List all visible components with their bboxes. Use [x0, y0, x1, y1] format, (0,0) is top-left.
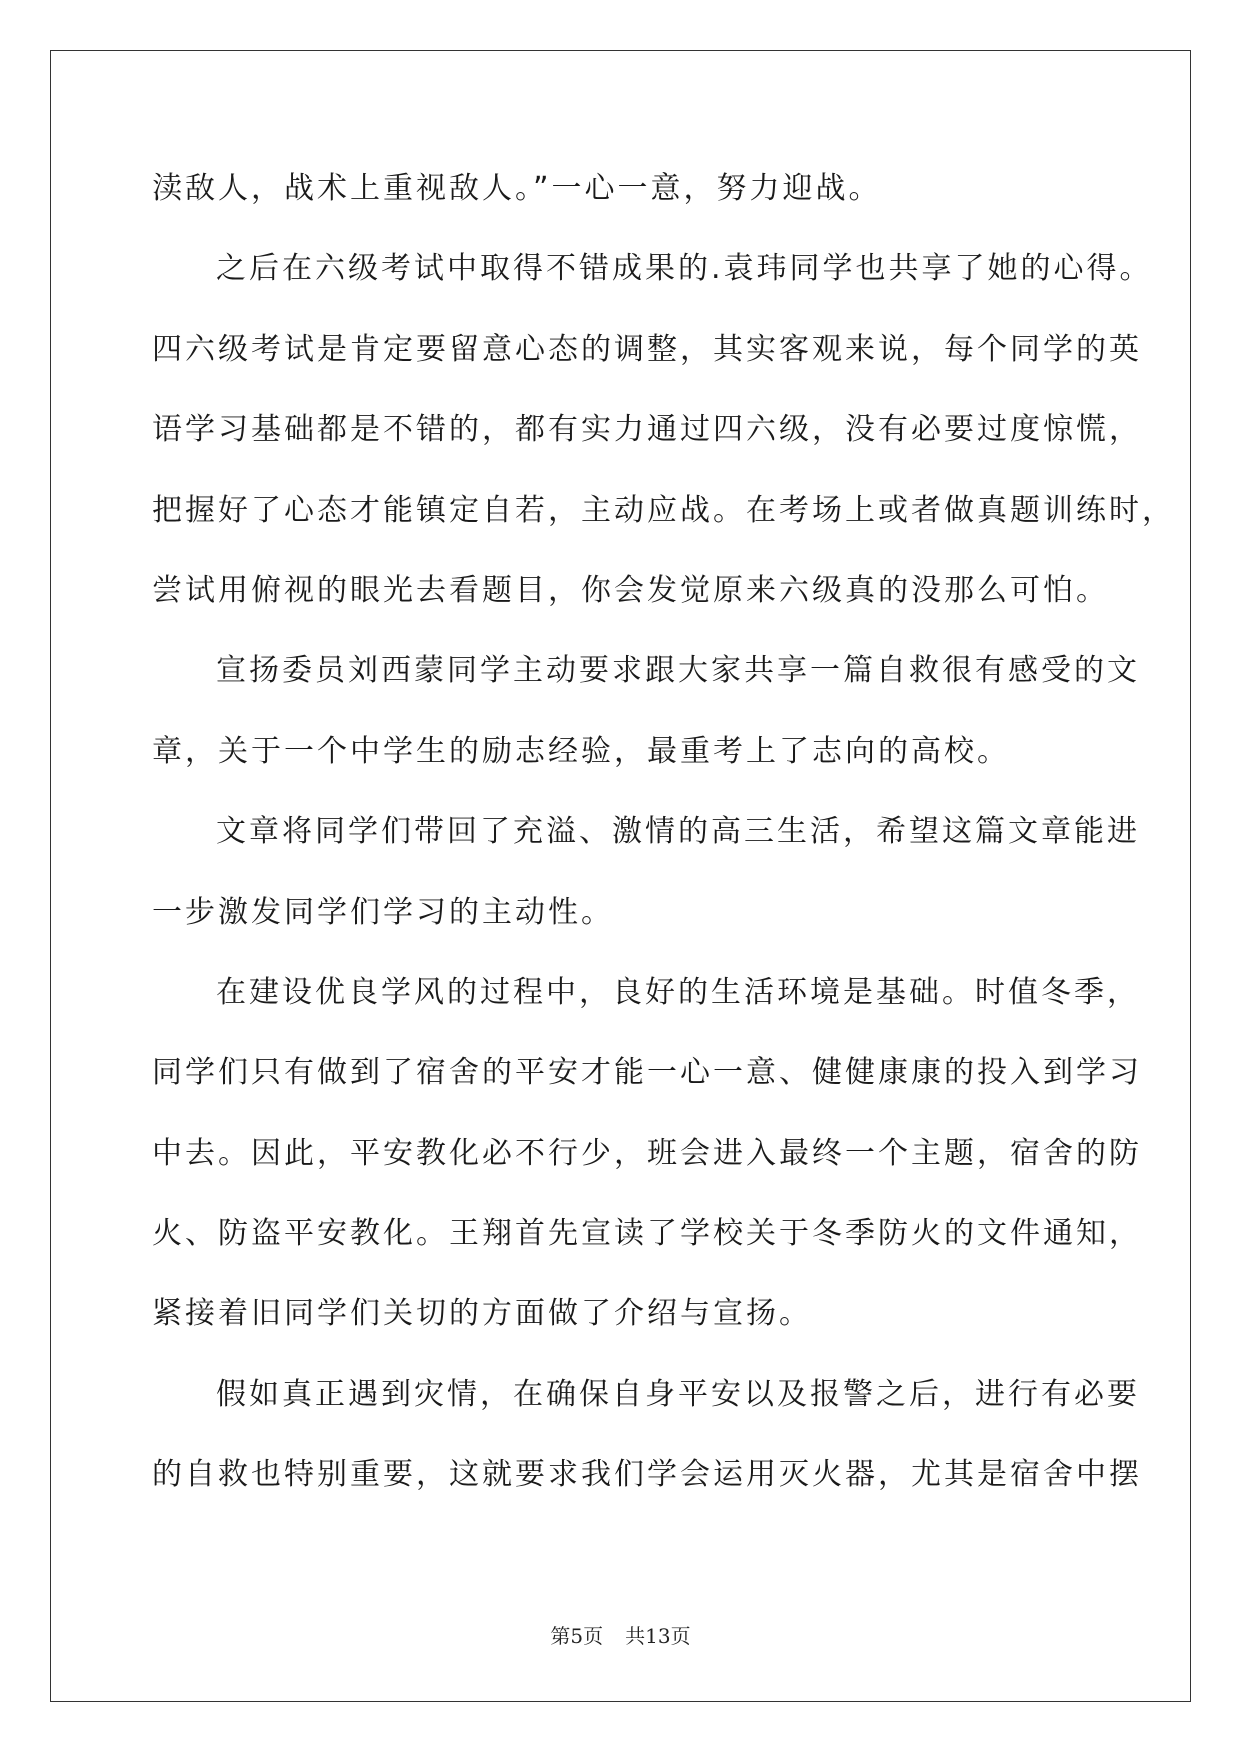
document-body	[152, 160, 1175, 1527]
paragraph-first-line: 文章将同学们带回了充溢、激情的高三生活，希望这篇文章能进	[216, 814, 1140, 850]
paragraph-first-line: 宣扬委员刘西蒙同学主动要求跟大家共享一篇自救很有感受的文	[216, 653, 1140, 689]
text-line: 把握好了心态才能镇定自若，主动应战。在考场上或者做真题训练时，	[152, 492, 1175, 528]
paragraph-first-line: 在建设优良学风的过程中，良好的生活环境是基础。时值冬季，	[216, 974, 1140, 1010]
text-line: 同学们只有做到了宿舍的平安才能一心一意、健健康康的投入到学习	[152, 1055, 1142, 1091]
page-total: 共13页	[625, 1624, 691, 1648]
text-line: 紧接着旧同学们关切的方面做了介绍与宣扬。	[152, 1296, 812, 1332]
text-line: 章，关于一个中学生的励志经验，最重考上了志向的高校。	[152, 733, 1010, 769]
text-line: 语学习基础都是不错的，都有实力通过四六级，没有必要过度惊慌，	[152, 412, 1142, 448]
page-footer	[0, 1620, 1241, 1649]
paragraph-first-line: 之后在六级考试中取得不错成果的.袁玮同学也共享了她的心得。	[216, 251, 1153, 287]
text-line: 火、防盗平安教化。王翔首先宣读了学校关于冬季防火的文件通知，	[152, 1216, 1142, 1252]
text-line: 的自救也特别重要，这就要求我们学会运用灭火器，尤其是宿舍中摆	[152, 1457, 1142, 1493]
text-line: 一步激发同学们学习的主动性。	[152, 894, 614, 930]
text-line: 中去。因此，平安教化必不行少，班会进入最终一个主题，宿舍的防	[152, 1135, 1142, 1171]
page-number: 第5页	[550, 1624, 604, 1648]
text-line: 渎敌人，战术上重视敌人。”一心一意，努力迎战。	[152, 171, 882, 206]
text-line: 四六级考试是肯定要留意心态的调整，其实客观来说，每个同学的英	[152, 331, 1142, 367]
text-line: 尝试用俯视的眼光去看题目，你会发觉原来六级真的没那么可怕。	[152, 572, 1109, 608]
paragraph-first-line: 假如真正遇到灾情，在确保自身平安以及报警之后，进行有必要	[216, 1376, 1140, 1412]
